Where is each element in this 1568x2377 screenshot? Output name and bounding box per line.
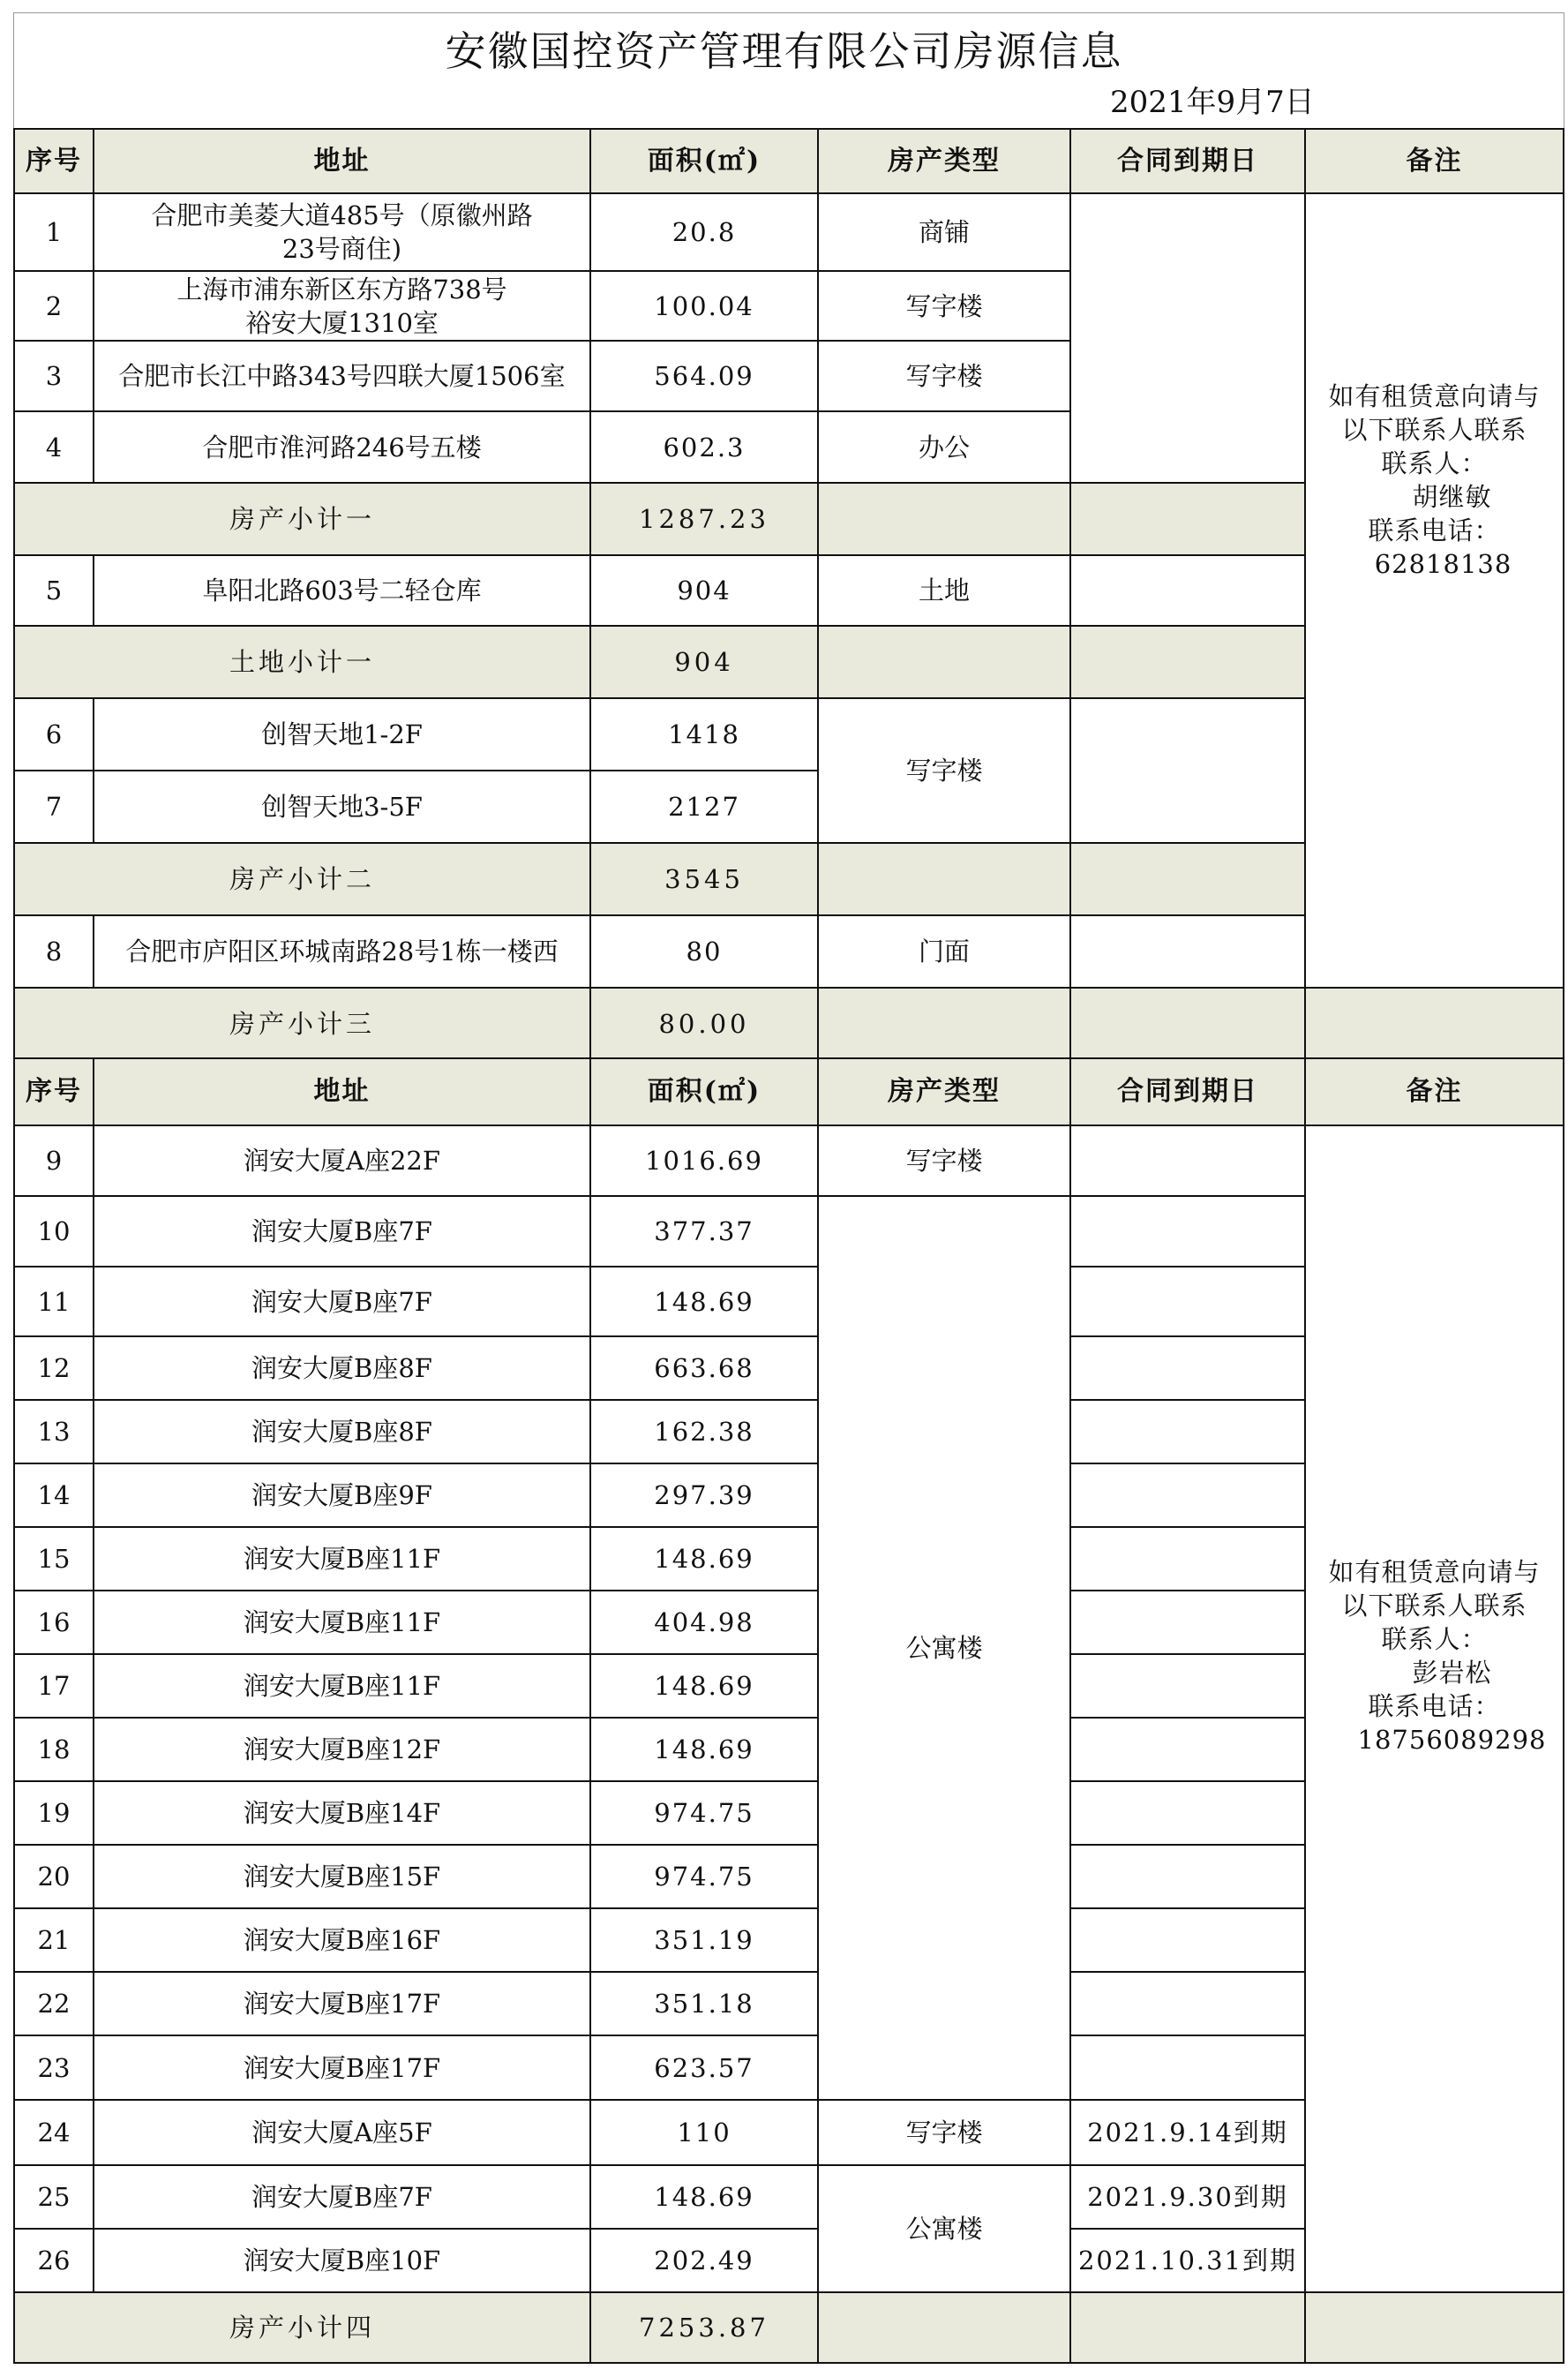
subtotal-empty bbox=[818, 626, 1070, 698]
row-no: 2 bbox=[14, 271, 94, 341]
remarks-contact-2 bbox=[1305, 1125, 1564, 2292]
subtotal-area: 7253.87 bbox=[590, 2292, 818, 2363]
subtotal-area: 3545 bbox=[590, 843, 818, 915]
row-address: 润安大厦B座17F bbox=[94, 2035, 590, 2100]
row-address: 润安大厦B座9F bbox=[94, 1463, 590, 1527]
row-address: 润安大厦B座10F bbox=[94, 2229, 590, 2292]
row-area: 974.75 bbox=[590, 1781, 818, 1845]
subtotal-label: 房产小计四 bbox=[14, 2292, 590, 2363]
subtotal-empty bbox=[1070, 2292, 1305, 2363]
row-area: 148.69 bbox=[590, 2165, 818, 2229]
subtotal-empty bbox=[1070, 626, 1305, 698]
row-area: 1016.69 bbox=[590, 1125, 818, 1196]
subtotal-row bbox=[14, 2292, 1564, 2363]
row-address bbox=[94, 271, 590, 341]
row-due-date bbox=[1070, 915, 1305, 988]
page-title: 安徽国控资产管理有限公司房源信息 bbox=[445, 27, 1123, 75]
note-line: 联系电话： bbox=[1368, 515, 1501, 545]
note-line: 以下联系人联系 bbox=[1341, 415, 1527, 445]
row-due-date: 2021.10.31到期 bbox=[1070, 2229, 1305, 2292]
row-no: 18 bbox=[14, 1718, 94, 1781]
row-area: 110 bbox=[590, 2100, 818, 2165]
row-area: 623.57 bbox=[590, 2035, 818, 2100]
row-due-date bbox=[1070, 1125, 1305, 1196]
contact-name: 彭岩松 bbox=[1412, 1658, 1492, 1688]
header-no: 序号 bbox=[14, 129, 94, 193]
contact-name: 胡继敏 bbox=[1412, 482, 1492, 512]
header-area: 面积(㎡) bbox=[590, 129, 818, 193]
row-address: 润安大厦B座16F bbox=[94, 1908, 590, 1972]
row-due-date bbox=[1070, 1463, 1305, 1527]
row-address: 合肥市长江中路343号四联大厦1506室 bbox=[94, 341, 590, 411]
row-address: 润安大厦B座8F bbox=[94, 1400, 590, 1463]
row-no: 16 bbox=[14, 1591, 94, 1654]
row-area: 1418 bbox=[590, 698, 818, 771]
table-header-row bbox=[14, 129, 1564, 193]
row-address: 润安大厦B座14F bbox=[94, 1781, 590, 1845]
subtotal-row bbox=[14, 988, 1564, 1060]
header-address: 地址 bbox=[94, 1058, 590, 1125]
row-type: 写字楼 bbox=[818, 698, 1070, 843]
subtotal-area: 904 bbox=[590, 626, 818, 698]
row-due-date bbox=[1070, 1267, 1305, 1336]
note-line: 以下联系人联系 bbox=[1341, 1591, 1527, 1621]
row-no: 24 bbox=[14, 2100, 94, 2165]
header-due-date: 合同到期日 bbox=[1070, 1058, 1305, 1125]
row-type: 写字楼 bbox=[818, 2100, 1070, 2165]
report-date: 2021年9月7日 bbox=[1110, 85, 1315, 120]
row-type: 写字楼 bbox=[818, 1125, 1070, 1196]
row-no: 10 bbox=[14, 1196, 94, 1267]
address-line-2: 23号商住) bbox=[281, 234, 402, 264]
row-no: 8 bbox=[14, 915, 94, 988]
subtotal-empty bbox=[1305, 2292, 1564, 2363]
subtotal-empty bbox=[1305, 988, 1564, 1060]
subtotal-empty bbox=[818, 2292, 1070, 2363]
remarks-contact-1 bbox=[1305, 193, 1564, 988]
row-area: 904 bbox=[590, 555, 818, 626]
row-address: 润安大厦B座7F bbox=[94, 2165, 590, 2229]
header-area: 面积(㎡) bbox=[590, 1058, 818, 1125]
row-no: 23 bbox=[14, 2035, 94, 2100]
address-line-1: 合肥市美菱大道485号（原徽州路 bbox=[151, 200, 533, 230]
subtotal-empty bbox=[818, 843, 1070, 915]
row-no: 25 bbox=[14, 2165, 94, 2229]
row-due-date bbox=[1070, 698, 1305, 843]
header-remarks: 备注 bbox=[1305, 129, 1564, 193]
row-due-date bbox=[1070, 1196, 1305, 1267]
row-address: 润安大厦A座22F bbox=[94, 1125, 590, 1196]
row-due-date bbox=[1070, 1908, 1305, 1972]
row-address: 润安大厦B座15F bbox=[94, 1845, 590, 1908]
row-area: 162.38 bbox=[590, 1400, 818, 1463]
row-no: 12 bbox=[14, 1336, 94, 1400]
subtotal-empty bbox=[818, 988, 1070, 1060]
row-no: 19 bbox=[14, 1781, 94, 1845]
row-area: 20.8 bbox=[590, 193, 818, 271]
row-type: 写字楼 bbox=[818, 341, 1070, 411]
row-address: 润安大厦A座5F bbox=[94, 2100, 590, 2165]
note-line: 如有租赁意向请与 bbox=[1328, 1557, 1541, 1587]
subtotal-empty bbox=[1070, 483, 1305, 555]
row-due-date bbox=[1070, 1972, 1305, 2035]
row-due-date bbox=[1070, 1336, 1305, 1400]
row-due-date bbox=[1070, 1718, 1305, 1781]
row-address: 合肥市庐阳区环城南路28号1栋一楼西 bbox=[94, 915, 590, 988]
row-address: 润安大厦B座7F bbox=[94, 1196, 590, 1267]
row-no: 20 bbox=[14, 1845, 94, 1908]
row-area: 148.69 bbox=[590, 1718, 818, 1781]
subtotal-empty bbox=[818, 483, 1070, 555]
row-area: 564.09 bbox=[590, 341, 818, 411]
row-address: 润安大厦B座11F bbox=[94, 1591, 590, 1654]
row-no: 13 bbox=[14, 1400, 94, 1463]
header-due-date: 合同到期日 bbox=[1070, 129, 1305, 193]
row-address: 润安大厦B座17F bbox=[94, 1972, 590, 2035]
note-line: 如有租赁意向请与 bbox=[1328, 381, 1541, 411]
row-no: 7 bbox=[14, 771, 94, 843]
row-no: 6 bbox=[14, 698, 94, 771]
address-line-1: 上海市浦东新区东方路738号 bbox=[176, 274, 507, 305]
row-type: 办公 bbox=[818, 411, 1070, 483]
note-line: 联系电话： bbox=[1368, 1691, 1501, 1721]
table-header-row bbox=[14, 1058, 1564, 1125]
row-address: 阜阳北路603号二轻仓库 bbox=[94, 555, 590, 626]
contact-phone: 18756089298 bbox=[1357, 1725, 1547, 1755]
row-due-date bbox=[1070, 1591, 1305, 1654]
row-address: 创智天地3-5F bbox=[94, 771, 590, 843]
listing-table-1 bbox=[13, 128, 1564, 1061]
row-area: 663.68 bbox=[590, 1336, 818, 1400]
row-no: 1 bbox=[14, 193, 94, 271]
row-due-date bbox=[1070, 1781, 1305, 1845]
row-no: 26 bbox=[14, 2229, 94, 2292]
row-no: 11 bbox=[14, 1267, 94, 1336]
header-type: 房产类型 bbox=[818, 129, 1070, 193]
row-no: 17 bbox=[14, 1654, 94, 1718]
row-due-date: 2021.9.30到期 bbox=[1070, 2165, 1305, 2229]
row-address: 合肥市淮河路246号五楼 bbox=[94, 411, 590, 483]
row-due-date bbox=[1070, 1845, 1305, 1908]
subtotal-label: 房产小计三 bbox=[14, 988, 590, 1060]
row-address: 润安大厦B座7F bbox=[94, 1267, 590, 1336]
row-address: 润安大厦B座8F bbox=[94, 1336, 590, 1400]
row-type: 公寓楼 bbox=[818, 1196, 1070, 2100]
row-address bbox=[94, 193, 590, 271]
table-row bbox=[14, 193, 1564, 271]
row-address: 润安大厦B座12F bbox=[94, 1718, 590, 1781]
row-area: 148.69 bbox=[590, 1654, 818, 1718]
row-area: 297.39 bbox=[590, 1463, 818, 1527]
row-due-date bbox=[1070, 1654, 1305, 1718]
header-address: 地址 bbox=[94, 129, 590, 193]
row-no: 21 bbox=[14, 1908, 94, 1972]
listing-table-2 bbox=[13, 1057, 1564, 2364]
row-address: 润安大厦B座11F bbox=[94, 1527, 590, 1591]
note-line: 联系人： bbox=[1381, 448, 1488, 478]
subtotal-empty bbox=[1070, 988, 1305, 1060]
row-area: 2127 bbox=[590, 771, 818, 843]
row-due-date bbox=[1070, 193, 1305, 483]
contact-phone: 62818138 bbox=[1374, 549, 1512, 579]
note-line: 联系人： bbox=[1381, 1624, 1488, 1654]
row-due-date bbox=[1070, 555, 1305, 626]
subtotal-area: 1287.23 bbox=[590, 483, 818, 555]
row-type: 公寓楼 bbox=[818, 2165, 1070, 2292]
subtotal-label: 房产小计二 bbox=[14, 843, 590, 915]
row-no: 5 bbox=[14, 555, 94, 626]
row-address: 创智天地1-2F bbox=[94, 698, 590, 771]
subtotal-empty bbox=[1070, 843, 1305, 915]
row-due-date: 2021.9.14到期 bbox=[1070, 2100, 1305, 2165]
row-area: 377.37 bbox=[590, 1196, 818, 1267]
subtotal-label: 房产小计一 bbox=[14, 483, 590, 555]
row-type: 门面 bbox=[818, 915, 1070, 988]
row-type: 写字楼 bbox=[818, 271, 1070, 341]
header-remarks: 备注 bbox=[1305, 1058, 1564, 1125]
row-due-date bbox=[1070, 2035, 1305, 2100]
subtotal-area: 80.00 bbox=[590, 988, 818, 1060]
row-area: 100.04 bbox=[590, 271, 818, 341]
address-line-2: 裕安大厦1310室 bbox=[245, 307, 439, 338]
row-type: 土地 bbox=[818, 555, 1070, 626]
row-type: 商铺 bbox=[818, 193, 1070, 271]
row-no: 9 bbox=[14, 1125, 94, 1196]
header-no: 序号 bbox=[14, 1058, 94, 1125]
row-no: 3 bbox=[14, 341, 94, 411]
row-no: 15 bbox=[14, 1527, 94, 1591]
row-area: 80 bbox=[590, 915, 818, 988]
row-area: 351.18 bbox=[590, 1972, 818, 2035]
row-due-date bbox=[1070, 1400, 1305, 1463]
row-no: 22 bbox=[14, 1972, 94, 2035]
subtotal-label: 土地小计一 bbox=[14, 626, 590, 698]
row-due-date bbox=[1070, 1527, 1305, 1591]
row-area: 974.75 bbox=[590, 1845, 818, 1908]
header-type: 房产类型 bbox=[818, 1058, 1070, 1125]
row-area: 404.98 bbox=[590, 1591, 818, 1654]
row-area: 148.69 bbox=[590, 1527, 818, 1591]
row-address: 润安大厦B座11F bbox=[94, 1654, 590, 1718]
row-area: 602.3 bbox=[590, 411, 818, 483]
table-row bbox=[14, 1125, 1564, 1196]
row-area: 148.69 bbox=[590, 1267, 818, 1336]
row-area: 202.49 bbox=[590, 2229, 818, 2292]
row-no: 14 bbox=[14, 1463, 94, 1527]
row-no: 4 bbox=[14, 411, 94, 483]
row-area: 351.19 bbox=[590, 1908, 818, 1972]
